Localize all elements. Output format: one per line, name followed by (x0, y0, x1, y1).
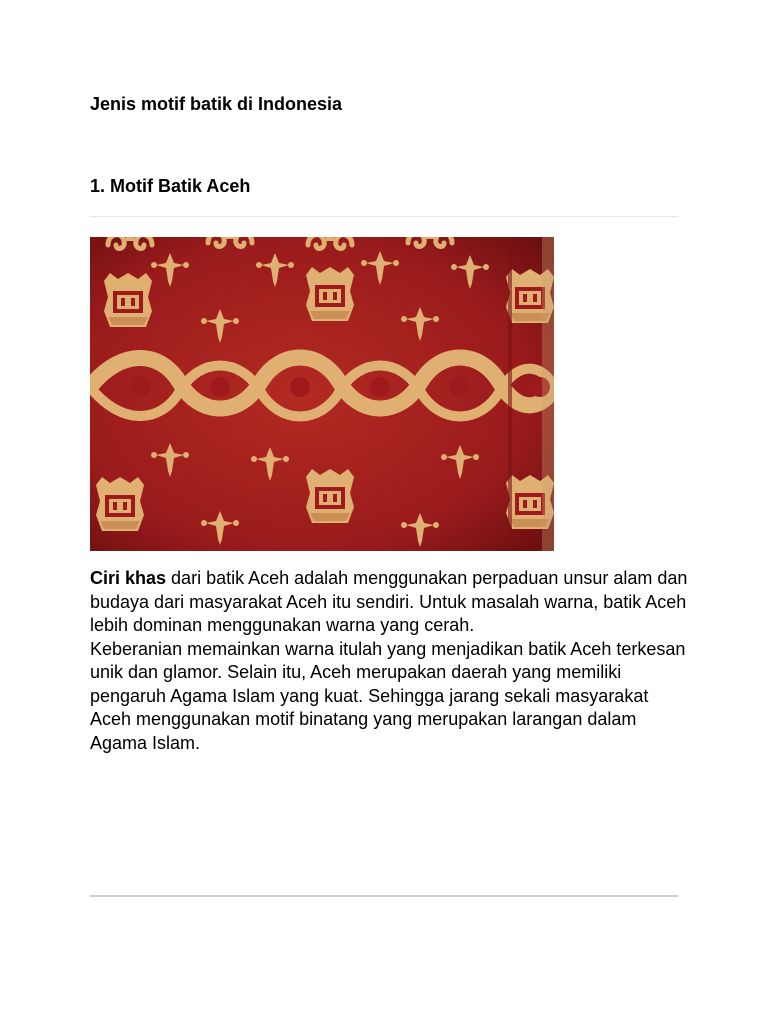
document-title: Jenis motif batik di Indonesia (90, 94, 343, 114)
paragraph-1 (90, 567, 690, 638)
paragraph-1-body: dari batik Aceh adalah menggunakan perpaduan unsur alam dan budaya dari masyarakat Aceh itu sendiri. Untuk masalah warna, batik Aceh lebih dominan menggunakan warna yang cerah. (90, 568, 688, 635)
divider-top (90, 216, 678, 217)
body-text (90, 567, 690, 755)
section-heading: 1. Motif Batik Aceh (90, 176, 251, 196)
paragraph-1-lead: Ciri khas (90, 568, 167, 588)
batik-aceh-image (90, 237, 554, 551)
divider-bottom (90, 895, 678, 897)
paragraph-2: Keberanian memainkan warna itulah yang menjadikan batik Aceh terkesan unik dan glamor. Selain itu, Aceh merupakan daerah yang memiliki pengaruh Agama Islam yang kuat. Sehingga jarang sekali masyarakat Aceh menggunakan motif binatang yang merupakan larangan dalam Agama Islam. (90, 638, 686, 753)
